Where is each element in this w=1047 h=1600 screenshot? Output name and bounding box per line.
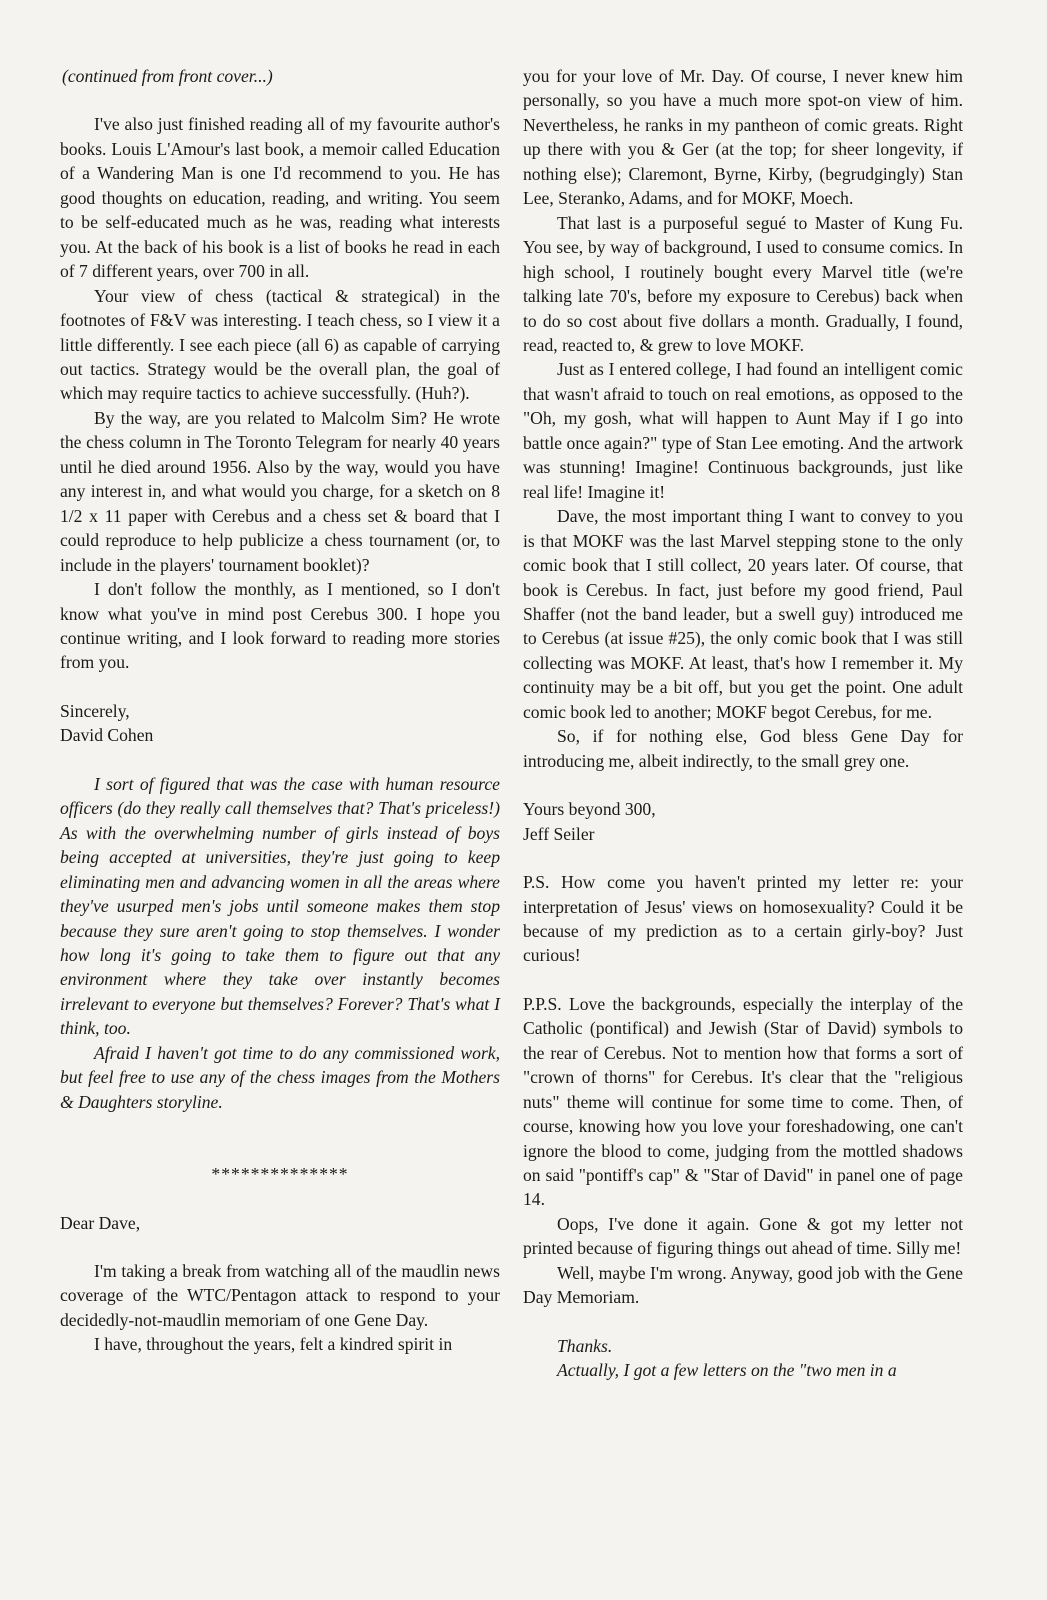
letter-paragraph: I have, throughout the years, felt a kindred spirit in xyxy=(94,1334,453,1355)
editor-reply: Actually, I got a few letters on the "two men in a xyxy=(557,1360,897,1381)
letter-closing: Yours beyond 300, xyxy=(523,799,656,820)
letter-paragraph: I don't follow the monthly, as I mentioned, so I don't know what you've in mind post Cerebus 300. I hope you continue writing, and I look forward to reading more stories from you. xyxy=(60,579,500,673)
letter-postscript: P.P.S. Love the backgrounds, especially the interplay of the Catholic (pontifical) and Jewish (Star of David) symbols to the rear of Cerebus. Not to mention how that forms a sort of "crown of thorns" for Cerebus. It's clear that the "religious nuts" theme will continue for some time to come. Then, of course, knowing how you love your foreshadowing, one can't ignore the blood to come, judging from the mottled shadows on said "pontiff's cap" & "Star of David" in panel one of page 14. xyxy=(523,993,963,1210)
letter-paragraph: Your view of chess (tactical & strategical) in the footnotes of F&V was interesting. I teach chess, so I view it a little differently. I see each piece (all 6) as capable of carrying out tactics. Strategy would be the overall plan, the goal of which may require tactics to achieve successfully. (Huh?). xyxy=(60,285,500,404)
left-column xyxy=(60,64,500,1357)
right-column xyxy=(523,64,963,1383)
editor-reply: Thanks. xyxy=(557,1335,613,1356)
letter-greeting: Dear Dave, xyxy=(60,1212,141,1233)
spacer xyxy=(523,1310,963,1334)
editor-reply: Afraid I haven't got time to do any commissioned work, but feel free to use any of the chess images from the Mothers & Daughters storyline. xyxy=(60,1042,500,1112)
letter-paragraph: So, if for nothing else, God bless Gene Day for introducing me, albeit indirectly, to the small grey one. xyxy=(523,726,963,771)
spacer xyxy=(60,748,500,772)
letter-signature: Jeff Seiler xyxy=(523,823,595,844)
letter-closing: Sincerely, xyxy=(60,700,130,721)
letter-signature: David Cohen xyxy=(60,725,154,746)
letter-paragraph: Well, maybe I'm wrong. Anyway, good job with the Gene Day Memoriam. xyxy=(523,1262,963,1308)
spacer xyxy=(523,968,963,992)
letter-paragraph: Dave, the most important thing I want to convey to you is that MOKF was the last Marvel stepping stone to the only comic book that I still collect, 20 years later. Of course, that book is Cerebus. In fact, just before my good friend, Paul Shaffer (not the band leader, but a swell guy) introduced me to Cerebus (at issue #25), the only comic book that I was still collecting was MOKF. At least, that's how I remember it. My continuity may be a bit off, but you get the point. One adult comic book led to another; MOKF begot Cerebus, for me. xyxy=(523,506,963,722)
section-divider: ************** xyxy=(211,1164,349,1185)
letter-paragraph: Just as I entered college, I had found an intelligent comic that wasn't afraid to touch on real emotions, as opposed to the "Oh, my gosh, what will happen to Aunt May if I go into battle once again?" type of Stan Lee emoting. And the artwork was stunning! Imagine! Continuous backgrounds, just like real life! Imagine it! xyxy=(523,359,963,502)
letter-paragraph: I'm taking a break from watching all of the maudlin news coverage of the WTC/Pentagon attack to respond to your decidedly-not-maudlin memoriam of one Gene Day. xyxy=(60,1261,500,1330)
letter-paragraph: That last is a purposeful segué to Master of Kung Fu. You see, by way of background, I used to consume comics. In high school, I routinely bought every Marvel title (we're talking late 70's, before my exposure to Cerebus) back when to do so cost about five dollars a month. Gradually, I found, read, reacted to, & grew to love MOKF. xyxy=(523,212,963,355)
letter-paragraph: By the way, are you related to Malcolm Sim? He wrote the chess column in The Toronto Telegram for nearly 40 years until he died around 1956. Also by the way, would you have any interest in, and what would you charge, for a sketch on 8 1/2 x 11 paper with Cerebus and a chess set & board that I could reproduce to help publicize a chess tournament (or, to include in the players' tournament booklet)? xyxy=(60,407,500,575)
spacer xyxy=(523,773,963,797)
spacer xyxy=(60,88,500,112)
letter-paragraph: Oops, I've done it again. Gone & got my letter not printed because of figuring things out ahead of time. Silly me! xyxy=(523,1213,963,1259)
letter-paragraph: you for your love of Mr. Day. Of course, I never knew him personally, so you have a much more spot-on view of him. Nevertheless, he ranks in my pantheon of comic greats. Right up there with you & Ger (at the top; for sheer longevity, if nothing else); Claremont, Byrne, Kirby, (begrudgingly) Stan Lee, Steranko, Adams, and for MOKF, Moech. xyxy=(523,66,963,209)
letter-paragraph: I've also just finished reading all of my favourite author's books. Louis L'Amour's last book, a memoir called Education of a Wandering Man is one I'd recommend to you. He has good thoughts on education, reading, and writing. You seem to be self-educated much as he was, reading what interests you. At the back of his book is a list of books he read in each of 7 different years, over 700 in all. xyxy=(60,114,500,282)
letter-postscript: P.S. How come you haven't printed my letter re: your interpretation of Jesus' views on homosexuality? Could it be because of my prediction as to a certain girly-boy? Just curious! xyxy=(523,872,963,966)
spacer xyxy=(60,1187,500,1211)
spacer xyxy=(60,675,500,699)
continued-note: (continued from front cover...) xyxy=(62,66,273,86)
spacer xyxy=(60,1114,500,1162)
editor-reply: I sort of figured that was the case with human resource officers (do they really call themselves that? That's priceless!) As with the overwhelming number of girls instead of boys being accepted at universities, they're just going to keep eliminating men and advancing women in all the areas where they've usurped men's jobs until someone makes them stop because they sure aren't going to stop themselves. I wonder how long it's going to take them to figure out that any environment where they take over instantly becomes irrelevant to everyone but themselves? Forever? That's what I think, too. xyxy=(60,773,500,1039)
spacer xyxy=(523,846,963,870)
spacer xyxy=(60,1235,500,1259)
